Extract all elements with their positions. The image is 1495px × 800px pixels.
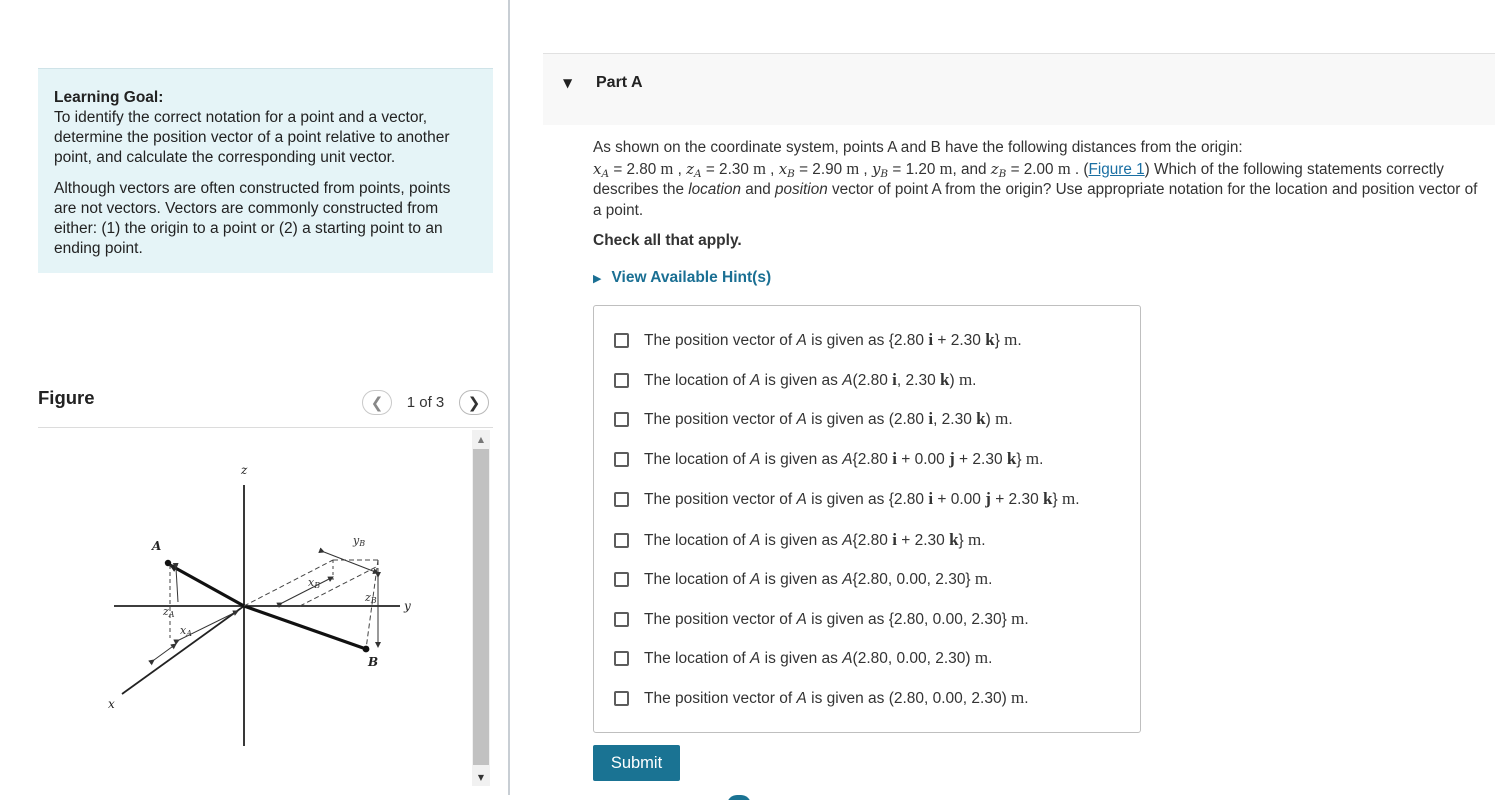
option-checkbox[interactable]: [614, 691, 629, 706]
x-axis: [122, 606, 244, 694]
point-b: [363, 646, 370, 653]
scroll-thumb[interactable]: [473, 449, 489, 765]
vector-a: [170, 565, 244, 606]
label-xa: xA: [180, 624, 192, 638]
option-2-label: The location of A is given as A(2.80 i, 2.30 k) m.: [644, 370, 977, 389]
option-8[interactable]: [614, 609, 1029, 629]
option-1[interactable]: [614, 330, 1022, 350]
label-xb: xB: [308, 576, 321, 590]
option-3[interactable]: [614, 409, 1013, 429]
option-4[interactable]: [614, 449, 1043, 469]
figure-divider: [38, 427, 493, 428]
figure-title: Figure: [38, 387, 95, 408]
option-10-label: The position vector of A is given as (2.80, 0.00, 2.30) m.: [644, 688, 1029, 707]
point-a: [165, 560, 171, 566]
part-title: Part A: [596, 74, 643, 91]
label-zb: zB: [365, 591, 377, 605]
label-point-a: A: [152, 539, 162, 553]
option-3-label: The position vector of A is given as (2.80 i, 2.30 k) m.: [644, 409, 1013, 428]
learning-goal-title: Learning Goal:: [54, 89, 164, 106]
option-checkbox[interactable]: [614, 333, 629, 348]
next-figure-button[interactable]: [459, 390, 489, 415]
caret-right-icon: ▶: [593, 271, 602, 285]
option-10[interactable]: [614, 688, 1029, 708]
option-2[interactable]: [614, 370, 976, 390]
option-checkbox[interactable]: [614, 373, 629, 388]
figure-image: [38, 430, 468, 790]
option-6[interactable]: [614, 530, 986, 550]
option-9-label: The location of A is given as A(2.80, 0.00, 2.30) m.: [644, 648, 993, 667]
option-7[interactable]: [614, 569, 992, 589]
figure-scrollbar[interactable]: [472, 430, 490, 786]
scroll-down-icon[interactable]: ▼: [477, 772, 485, 782]
submit-button[interactable]: Submit: [593, 745, 680, 781]
option-1-label: The position vector of A is given as {2.80 i + 2.30 k} m.: [644, 330, 1022, 349]
label-x: x: [108, 697, 115, 711]
part-a-header[interactable]: [543, 53, 1495, 125]
option-9[interactable]: [614, 648, 992, 668]
option-checkbox[interactable]: [614, 572, 629, 587]
label-yb: yB: [353, 534, 366, 548]
help-bubble[interactable]: [727, 795, 751, 800]
vector-b: [244, 606, 366, 649]
question-text: [593, 138, 1488, 221]
label-y: y: [404, 599, 411, 613]
previous-figure-button[interactable]: [362, 390, 392, 415]
coordinate-diagram: [38, 430, 468, 790]
option-checkbox[interactable]: [614, 412, 629, 427]
check-all-instruction: Check all that apply.: [593, 232, 742, 249]
learning-goal-text: To identify the correct notation for a point and a vector, determine the position vector of a point relative to another point, and calculate the corresponding unit vector.: [54, 109, 450, 166]
option-4-label: The location of A is given as A{2.80 i + 0.00 j + 2.30 k} m.: [644, 449, 1044, 468]
option-checkbox[interactable]: [614, 492, 629, 507]
option-checkbox[interactable]: [614, 533, 629, 548]
option-5-label: The position vector of A is given as {2.80 i + 0.00 j + 2.30 k} m.: [644, 489, 1080, 508]
figure-pager: [362, 390, 489, 415]
option-checkbox[interactable]: [614, 452, 629, 467]
option-6-label: The location of A is given as A{2.80 i + 2.30 k} m.: [644, 530, 986, 549]
label-point-b: B: [368, 655, 379, 669]
answer-options: [593, 305, 1141, 733]
view-hints-toggle[interactable]: [593, 269, 771, 287]
option-7-label: The location of A is given as A{2.80, 0.00, 2.30} m.: [644, 569, 993, 588]
column-divider: [508, 0, 510, 795]
view-hints-label: View Available Hint(s): [611, 269, 772, 286]
figure-counter: 1 of 3: [406, 394, 445, 411]
left-panel: [0, 0, 508, 800]
question-values: $x_A = 2.80$ m , $z_A = 2.30$ m , $x_B = 2.90$ m , $y_B = 1.20$ m, and $z_B = 2.00$ m . (Figure 1) Which of the following statements correctly describes the location and position vector of point A from the origin? Use appropriate notation for the location and position vector of a point.: [593, 158, 1478, 219]
option-5[interactable]: [614, 489, 1080, 509]
question-intro: As shown on the coordinate system, points A and B have the following distances from the origin:: [593, 139, 1243, 156]
chevron-right-icon: ❯: [467, 393, 481, 412]
option-8-label: The position vector of A is given as {2.80, 0.00, 2.30} m.: [644, 609, 1029, 628]
scroll-up-icon[interactable]: ▲: [477, 434, 485, 444]
figure-1-link[interactable]: Figure 1: [1088, 160, 1145, 178]
learning-goal-box: [38, 68, 493, 273]
option-checkbox[interactable]: [614, 612, 629, 627]
label-z: z: [241, 463, 248, 477]
label-za: zA: [163, 605, 175, 619]
caret-down-icon: ▼: [563, 76, 573, 90]
chevron-left-icon: ❮: [370, 393, 384, 412]
option-checkbox[interactable]: [614, 651, 629, 666]
learning-goal-note: Although vectors are often constructed from points, points are not vectors. Vectors are commonly constructed from either: (1) the origin to a point or (2) a starting point to an ending point.: [54, 180, 451, 257]
